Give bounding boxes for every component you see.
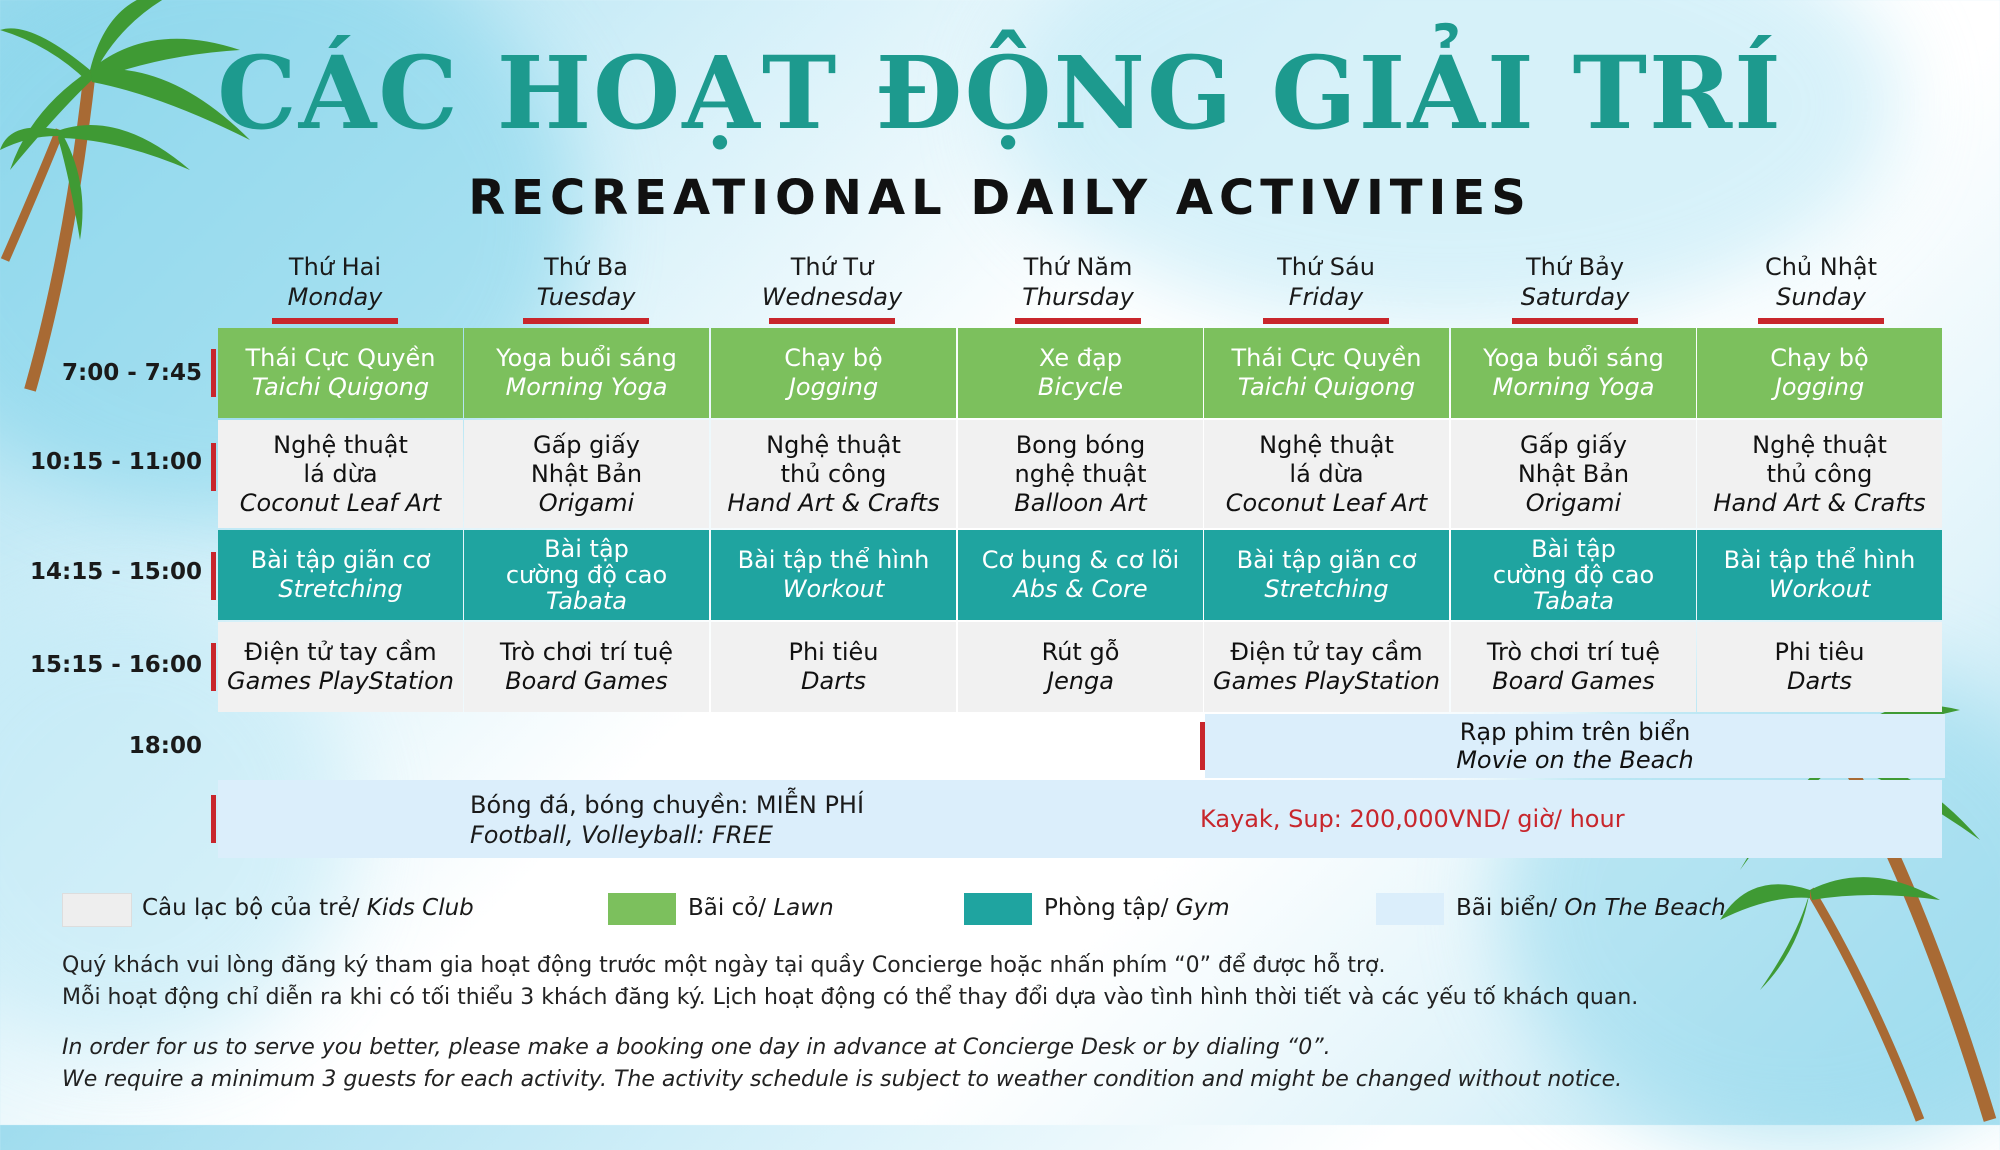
activity-vi: cường độ cao xyxy=(1492,561,1655,589)
day-underline xyxy=(1758,318,1884,324)
activity-vi: Yoga buổi sáng xyxy=(496,344,677,372)
day-en: Wednesday xyxy=(761,283,903,311)
activity-en: Morning Yoga xyxy=(1492,373,1655,401)
activity-vi: Bóng đá, bóng chuyền: MIỄN PHÍ xyxy=(470,791,865,819)
activity-vi: Rạp phim trên biển xyxy=(1459,718,1691,746)
activity-vi: Gấp giấy xyxy=(1520,430,1627,459)
activity-en: Movie on the Beach xyxy=(1456,746,1694,774)
legend-vi: Phòng tập/ xyxy=(1044,895,1169,921)
activity-vi: Nhật Bản xyxy=(530,459,643,488)
activity-cell-monday-afternoon xyxy=(218,530,463,620)
day-header-saturday xyxy=(1452,252,1698,312)
note-en-booking: In order for us to serve you better, please make a booking one day in advance at Concierge Desk or by dialing “0”. xyxy=(62,1035,1331,1060)
activity-en: Bicycle xyxy=(1037,373,1124,401)
activity-cell-thursday-late-afternoon xyxy=(958,622,1203,712)
beach-sports-free xyxy=(470,790,864,850)
legend-swatch-kids-club xyxy=(62,893,132,927)
row-marker xyxy=(211,552,216,600)
legend-en: Kids Club xyxy=(359,895,474,921)
activity-cell-friday-afternoon xyxy=(1204,530,1449,620)
activity-vi: Yoga buổi sáng xyxy=(1483,344,1664,372)
activity-cell-thursday-late-morning xyxy=(958,420,1203,528)
day-vi: Thứ Bảy xyxy=(1525,253,1625,281)
activity-en: Origami xyxy=(1525,488,1622,517)
activity-cell-friday-late-afternoon xyxy=(1204,622,1449,712)
activity-cell-saturday-afternoon xyxy=(1451,530,1696,620)
day-header-monday xyxy=(212,252,458,312)
legend-en: Gym xyxy=(1168,895,1230,921)
activity-en: Jogging xyxy=(788,373,879,401)
activity-vi: Nghệ thuật xyxy=(1752,430,1887,459)
legend-label-beach xyxy=(1456,895,1726,921)
activity-cell-saturday-morning xyxy=(1451,328,1696,418)
activity-cell-movie-on-beach xyxy=(1205,714,1945,778)
activity-cell-monday-late-afternoon xyxy=(218,622,463,712)
row-marker xyxy=(211,349,216,397)
activity-vi: Nghệ thuật xyxy=(273,430,408,459)
legend-en: On The Beach xyxy=(1557,895,1726,921)
activity-vi: Bài tập xyxy=(1531,535,1616,563)
activity-vi: lá dừa xyxy=(303,459,378,488)
page-title: CÁC HOẠT ĐỘNG GIẢI TRÍ xyxy=(217,34,1783,152)
legend-vi: Bãi biển/ xyxy=(1456,895,1558,921)
activity-vi: Điện tử tay cầm xyxy=(1230,638,1423,666)
legend-swatch-gym xyxy=(964,893,1032,925)
activity-vi: thủ công xyxy=(780,459,887,488)
kayak-sup-price: Kayak, Sup: 200,000VND/ giờ/ hour xyxy=(1200,805,1625,833)
note-en-minimum: We require a minimum 3 guests for each activity. The activity schedule is subject to weather condition and might be changed without notice. xyxy=(62,1067,1623,1092)
activity-vi: nghệ thuật xyxy=(1014,459,1147,488)
activity-cell-tuesday-morning xyxy=(464,328,709,418)
activity-cell-tuesday-afternoon xyxy=(464,530,709,620)
day-en: Tuesday xyxy=(536,283,636,311)
day-underline xyxy=(272,318,398,324)
activity-cell-wednesday-late-afternoon xyxy=(711,622,956,712)
row-marker xyxy=(211,643,216,691)
activity-vi: Rút gỗ xyxy=(1041,638,1120,666)
activity-vi: Phi tiêu xyxy=(788,638,879,666)
activity-en: Workout xyxy=(782,575,885,603)
legend-swatch-beach xyxy=(1376,893,1444,925)
activity-en: Darts xyxy=(1787,667,1852,695)
activity-cell-saturday-late-morning xyxy=(1451,420,1696,528)
day-header-friday xyxy=(1203,252,1449,312)
note-vi-minimum: Mỗi hoạt động chỉ diễn ra khi có tối thiểu 3 khách đăng ký. Lịch hoạt động có thể thay đổi dựa vào tình hình thời tiết và các yếu tố khách quan. xyxy=(62,985,1639,1010)
day-vi: Thứ Hai xyxy=(288,253,382,281)
activity-vi: Bài tập thể hình xyxy=(1723,546,1916,574)
activity-vi: Nghệ thuật xyxy=(766,430,901,459)
day-underline xyxy=(769,318,895,324)
activity-vi: Thái Cực Quyền xyxy=(1231,344,1422,372)
day-header-wednesday xyxy=(709,252,955,312)
activity-en: Jenga xyxy=(1047,667,1114,695)
activity-en: Games PlayStation xyxy=(1213,667,1440,695)
activity-cell-tuesday-late-morning xyxy=(464,420,709,528)
activity-en: Tabata xyxy=(1533,587,1614,615)
activity-en: Jogging xyxy=(1774,373,1865,401)
activity-vi: Chạy bộ xyxy=(1770,344,1869,372)
activity-en: Abs & Core xyxy=(1013,575,1148,603)
activity-vi: thủ công xyxy=(1766,459,1873,488)
page-subtitle: RECREATIONAL DAILY ACTIVITIES xyxy=(468,170,1532,226)
day-underline xyxy=(1512,318,1638,324)
activity-cell-friday-morning xyxy=(1204,328,1449,418)
activity-en: Workout xyxy=(1768,575,1871,603)
day-vi: Thứ Tư xyxy=(790,253,874,281)
activity-en: Coconut Leaf Art xyxy=(239,488,442,517)
activity-en: Darts xyxy=(801,667,866,695)
activity-en: Stretching xyxy=(1264,575,1389,603)
day-en: Thursday xyxy=(1022,283,1134,311)
activity-cell-friday-late-morning xyxy=(1204,420,1449,528)
day-header-sunday xyxy=(1698,252,1944,312)
activity-vi: Trò chơi trí tuệ xyxy=(499,638,674,666)
legend-label-gym xyxy=(1044,895,1230,921)
activity-vi: Bong bóng xyxy=(1015,430,1146,459)
activity-vi: Thái Cực Quyền xyxy=(245,344,436,372)
activity-vi: Điện tử tay cầm xyxy=(244,638,437,666)
activity-en: Games PlayStation xyxy=(227,667,454,695)
activity-vi: lá dừa xyxy=(1289,459,1364,488)
time-slot-label: 14:15 - 15:00 xyxy=(30,559,202,585)
activity-vi: Gấp giấy xyxy=(533,430,640,459)
activity-vi: Bài tập giãn cơ xyxy=(1236,546,1417,574)
activity-cell-monday-morning xyxy=(218,328,463,418)
activity-en: Coconut Leaf Art xyxy=(1225,488,1428,517)
time-slot-label: 10:15 - 11:00 xyxy=(30,449,202,475)
activity-vi: Cơ bụng & cơ lõi xyxy=(981,546,1180,574)
day-vi: Chủ Nhật xyxy=(1764,253,1878,281)
activity-vi: Bài tập xyxy=(544,535,629,563)
activity-en: Origami xyxy=(538,488,635,517)
activity-cell-tuesday-late-afternoon xyxy=(464,622,709,712)
legend-label-lawn xyxy=(688,895,834,921)
day-underline xyxy=(1015,318,1141,324)
day-vi: Thứ Sáu xyxy=(1277,253,1375,281)
activity-cell-sunday-morning xyxy=(1697,328,1942,418)
activity-en: Board Games xyxy=(505,667,668,695)
activity-vi: Chạy bộ xyxy=(784,344,883,372)
note-vi-booking: Quý khách vui lòng đăng ký tham gia hoạt động trước một ngày tại quầy Concierge hoặc nhấn phím “0” để được hỗ trợ. xyxy=(62,953,1386,978)
day-vi: Thứ Ba xyxy=(544,253,628,281)
activity-en: Board Games xyxy=(1492,667,1655,695)
time-slot-label: 15:15 - 16:00 xyxy=(30,652,202,678)
activity-en: Morning Yoga xyxy=(505,373,668,401)
activity-en: Balloon Art xyxy=(1014,488,1147,517)
activity-en: Tabata xyxy=(546,587,627,615)
activity-en: Hand Art & Crafts xyxy=(727,488,940,517)
legend-vi: Câu lạc bộ của trẻ/ xyxy=(142,895,360,921)
day-header-tuesday xyxy=(463,252,709,312)
activity-cell-wednesday-afternoon xyxy=(711,530,956,620)
legend-en: Lawn xyxy=(766,895,834,921)
row-marker xyxy=(211,443,216,491)
activity-en: Taichi Quigong xyxy=(251,373,430,401)
legend-vi: Bãi cỏ/ xyxy=(688,895,767,921)
day-en: Monday xyxy=(287,283,383,311)
activity-en: Stretching xyxy=(278,575,403,603)
activity-cell-thursday-morning xyxy=(958,328,1203,418)
time-slot-label: 7:00 - 7:45 xyxy=(62,360,202,386)
day-en: Friday xyxy=(1288,283,1364,311)
activity-cell-wednesday-late-morning xyxy=(711,420,956,528)
activity-vi: Xe đạp xyxy=(1039,344,1122,372)
activity-cell-sunday-afternoon xyxy=(1697,530,1942,620)
day-underline xyxy=(1263,318,1389,324)
activity-cell-sunday-late-afternoon xyxy=(1697,622,1942,712)
day-vi: Thứ Năm xyxy=(1023,253,1133,281)
activity-cell-saturday-late-afternoon xyxy=(1451,622,1696,712)
day-en: Saturday xyxy=(1520,283,1630,311)
activity-cell-monday-late-morning xyxy=(218,420,463,528)
activity-en: Football, Volleyball: FREE xyxy=(470,821,773,849)
legend-label-kids-club xyxy=(142,895,474,921)
activity-en: Hand Art & Crafts xyxy=(1713,488,1926,517)
activity-vi: Bài tập giãn cơ xyxy=(250,546,431,574)
activity-cell-thursday-afternoon xyxy=(958,530,1203,620)
activity-en: Taichi Quigong xyxy=(1237,373,1416,401)
activity-vi: Phi tiêu xyxy=(1774,638,1865,666)
row-marker xyxy=(211,795,216,843)
activity-vi: Trò chơi trí tuệ xyxy=(1486,638,1661,666)
activity-vi: Nhật Bản xyxy=(1517,459,1630,488)
activity-vi: Bài tập thể hình xyxy=(737,546,930,574)
day-en: Sunday xyxy=(1776,283,1866,311)
legend-swatch-lawn xyxy=(608,893,676,925)
activity-cell-wednesday-morning xyxy=(711,328,956,418)
time-slot-label: 18:00 xyxy=(128,733,202,759)
day-underline xyxy=(523,318,649,324)
day-header-thursday xyxy=(955,252,1201,312)
activity-vi: cường độ cao xyxy=(505,561,668,589)
activity-vi: Nghệ thuật xyxy=(1259,430,1394,459)
activity-cell-sunday-late-morning xyxy=(1697,420,1942,528)
